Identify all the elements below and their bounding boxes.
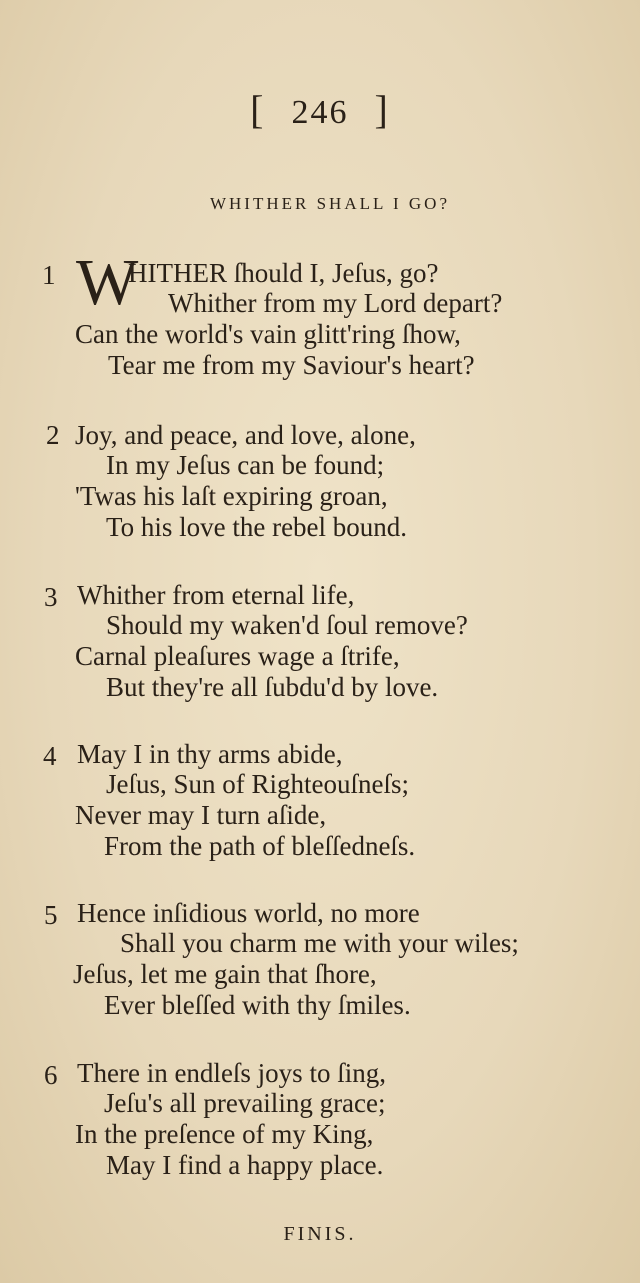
- verse-line: From the path of bleſſedneſs.: [104, 831, 416, 861]
- drop-cap: W: [76, 246, 139, 319]
- verse-line: Never may I turn aſide,: [75, 800, 327, 830]
- verse-line: Joy, and peace, and love, alone,: [75, 420, 416, 450]
- page-number: 246: [291, 94, 349, 131]
- verse-line: Can the world's vain glitt'ring ſhow,: [75, 319, 461, 349]
- bracket-left: [: [250, 87, 266, 132]
- verse-line: Carnal pleaſures wage a ſtrife,: [75, 641, 400, 671]
- verse-line: May I find a happy place.: [106, 1150, 384, 1180]
- verse-line: Shall you charm me with your wiles;: [120, 928, 519, 958]
- bracket-right: ]: [374, 87, 390, 132]
- verse-line: Hence inſidious world, no more: [77, 898, 420, 928]
- verse-line: Whither from eternal life,: [77, 580, 355, 610]
- verse-line: Jeſus, let me gain that ſhore,: [73, 959, 377, 989]
- verse-line: 'Twas his laſt expiring groan,: [75, 481, 388, 511]
- stanza-number: 6: [44, 1060, 58, 1090]
- page-number-header: [0, 86, 640, 133]
- verse-line: HITHER ſhould I, Jeſus, go?: [128, 258, 439, 288]
- verse-line: Tear me from my Saviour's heart?: [108, 350, 475, 380]
- verse-line: In the preſence of my King,: [75, 1119, 374, 1149]
- stanza-number: 2: [46, 420, 60, 450]
- verse-line: Should my waken'd ſoul remove?: [106, 610, 468, 640]
- verse-line: May I in thy arms abide,: [77, 739, 343, 769]
- verse-line: But they're all ſubdu'd by love.: [106, 672, 439, 702]
- verse-line: Jeſu's all prevailing grace;: [104, 1088, 386, 1118]
- stanza-number: 3: [44, 582, 58, 612]
- verse-line: Ever bleſſed with thy ſmiles.: [104, 990, 411, 1020]
- stanza-number: 4: [43, 741, 57, 771]
- verse-line: In my Jeſus can be found;: [106, 450, 385, 480]
- stanza-number: 5: [44, 900, 58, 930]
- verse-line: There in endleſs joys to ſing,: [77, 1058, 386, 1088]
- hymn-title: WHITHER SHALL I GO?: [209, 194, 451, 213]
- finis-text: FINIS.: [283, 1223, 357, 1245]
- verse-line: Jeſus, Sun of Righteouſneſs;: [106, 769, 409, 799]
- verse-line: Whither from my Lord depart?: [168, 288, 503, 318]
- stanza-number: 1: [42, 260, 56, 290]
- verse-line: To his love the rebel bound.: [106, 512, 408, 542]
